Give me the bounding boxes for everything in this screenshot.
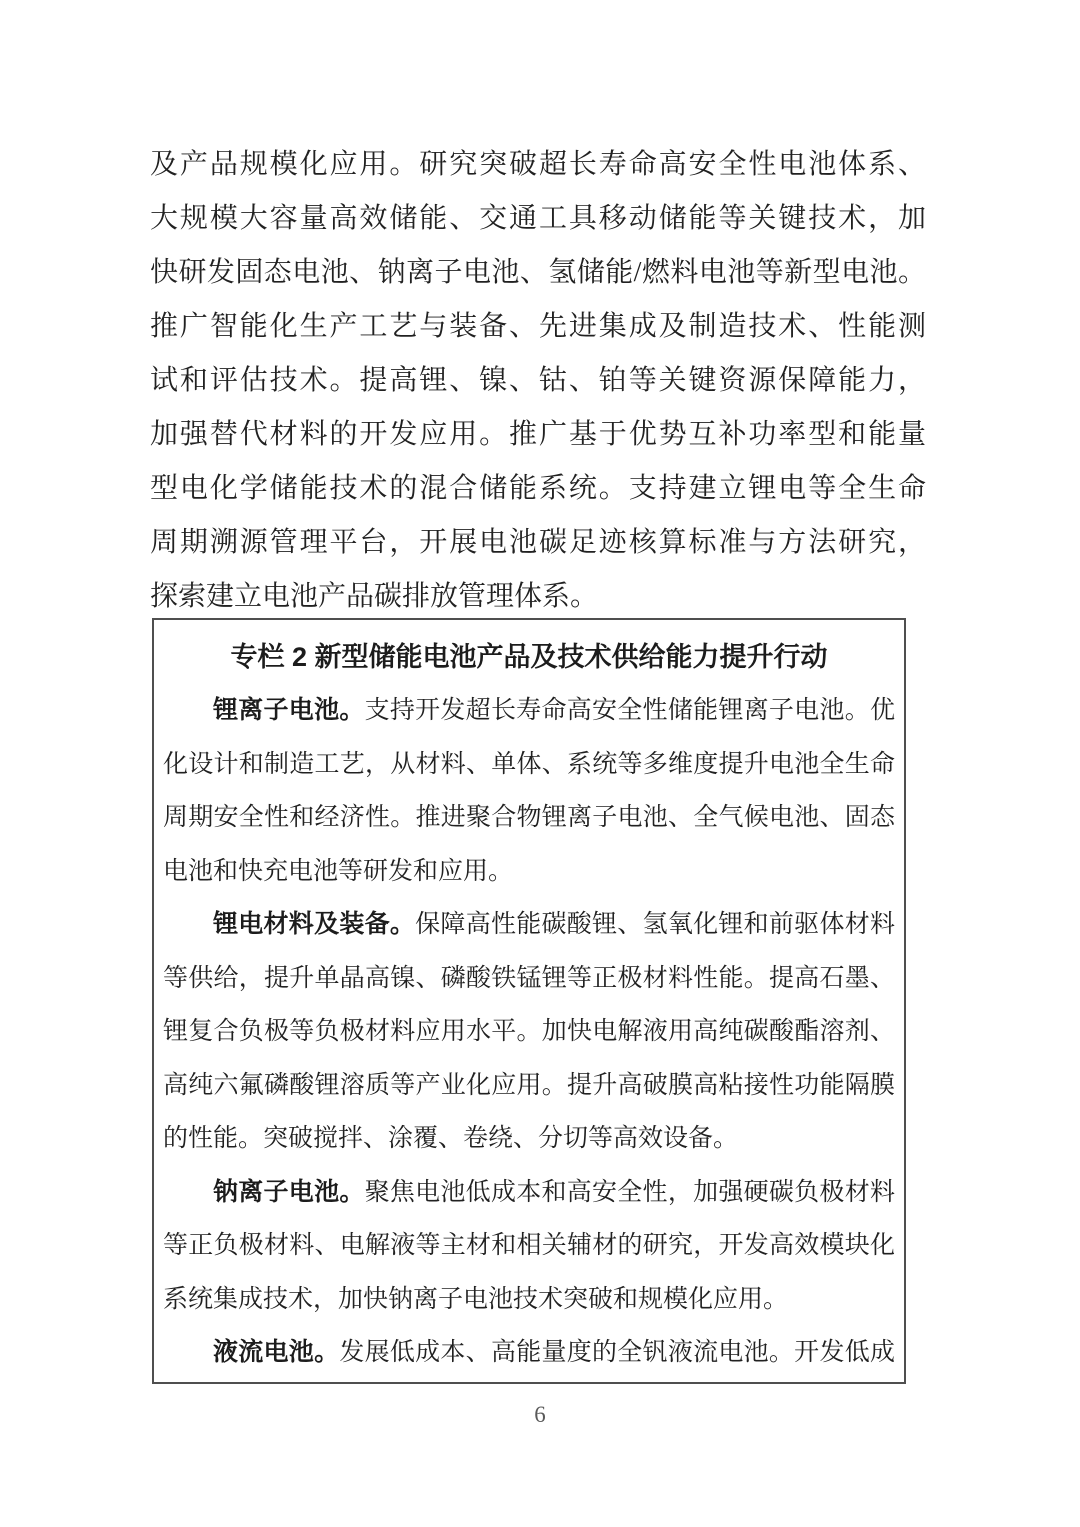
panel-title: 专栏 2 新型储能电池产品及技术供给能力提升行动 bbox=[230, 642, 828, 672]
paragraph-first-line bbox=[163, 898, 895, 952]
paragraph-line: 等供给，提升单晶高镍、磷酸铁锰锂等正极材料性能。提高石墨、 bbox=[163, 964, 895, 992]
paragraph-first-line bbox=[163, 684, 895, 738]
body-line: 型电化学储能技术的混合储能系统。支持建立锂电等全生命 bbox=[150, 473, 926, 504]
paragraph-line: 周期安全性和经济性。推进聚合物锂离子电池、全气候电池、固态 bbox=[163, 804, 895, 831]
paragraph-line: 化设计和制造工艺，从材料、单体、系统等多维度提升电池全生命 bbox=[163, 750, 895, 778]
paragraph-text: 聚焦电池低成本和高安全性，加强硬碳负极材料 bbox=[364, 1178, 895, 1206]
paragraph-line: 锂复合负极等负极材料应用水平。加快电解液用高纯碳酸酯溶剂、 bbox=[163, 1018, 895, 1045]
paragraph-first-line bbox=[163, 1326, 895, 1380]
body-line: 推广智能化生产工艺与装备、先进集成及制造技术、性能测 bbox=[150, 311, 926, 342]
paragraph-line: 的性能。突破搅拌、涂覆、卷绕、分切等高效设备。 bbox=[163, 1125, 739, 1152]
body-line: 试和评估技术。提高锂、镍、钴、铂等关键资源保障能力， bbox=[150, 365, 926, 396]
paragraph-lead: 钠离子电池。 bbox=[213, 1177, 365, 1206]
body-line: 及产品规模化应用。研究突破超长寿命高安全性电池体系、 bbox=[150, 149, 926, 180]
body-line: 探索建立电池产品碳排放管理体系。 bbox=[150, 581, 599, 612]
paragraph-first-line bbox=[163, 1166, 895, 1220]
paragraph-line: 电池和快充电池等研发和应用。 bbox=[163, 857, 514, 885]
column-2-panel bbox=[152, 618, 906, 1384]
body-text-block bbox=[150, 138, 926, 624]
paragraph-lead: 液流电池。 bbox=[213, 1338, 340, 1366]
body-line: 加强替代材料的开发应用。推广基于优势互补功率型和能量 bbox=[150, 419, 926, 450]
paragraph-text: 保障高性能碳酸锂、氢氧化锂和前驱体材料 bbox=[415, 911, 895, 938]
paragraph-lead: 锂离子电池。 bbox=[213, 696, 365, 724]
body-line: 大规模大容量高效储能、交通工具移动储能等关键技术，加 bbox=[150, 203, 926, 234]
paragraph-lead: 锂电材料及装备。 bbox=[213, 910, 416, 938]
paragraph-line: 高纯六氟磷酸锂溶质等产业化应用。提升高破膜高粘接性功能隔膜 bbox=[163, 1071, 895, 1099]
paragraph-line: 等正负极材料、电解液等主材和相关辅材的研究，开发高效模块化 bbox=[163, 1232, 895, 1259]
body-line: 快研发固态电池、钠离子电池、氢储能/燃料电池等新型电池。 bbox=[150, 257, 926, 288]
paragraph-line: 系统集成技术，加快钠离子电池技术突破和规模化应用。 bbox=[163, 1285, 789, 1313]
paragraph-text: 发展低成本、高能量度的全钒液流电池。开发低成 bbox=[339, 1339, 895, 1366]
page-number: 6 bbox=[534, 1402, 546, 1427]
body-line: 周期溯源管理平台，开展电池碳足迹核算标准与方法研究， bbox=[150, 527, 926, 558]
paragraph-text: 支持开发超长寿命高安全性储能锂离子电池。优 bbox=[364, 697, 895, 724]
